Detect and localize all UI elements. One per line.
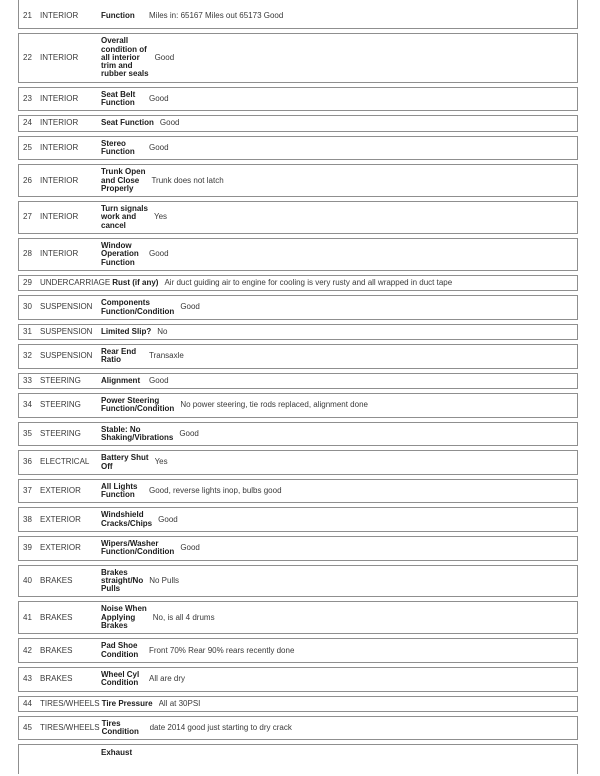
item-label-line: Condition <box>101 727 139 737</box>
table-row <box>18 744 578 774</box>
row-item <box>101 540 180 557</box>
table-row <box>18 696 578 712</box>
row-item <box>101 605 153 630</box>
item-label-line: Function/Condition <box>101 404 175 414</box>
row-number: 32 <box>23 351 32 361</box>
row-category: EXTERIOR <box>40 543 81 553</box>
row-item <box>102 700 159 708</box>
table-row <box>18 238 578 271</box>
row-number: 37 <box>23 485 32 495</box>
table-row <box>18 667 578 692</box>
row-category: BRAKES <box>40 612 73 622</box>
table-row <box>18 601 578 634</box>
table-row <box>18 536 578 561</box>
row-category: INTERIOR <box>40 175 79 185</box>
row-category: INTERIOR <box>40 249 79 259</box>
row-category: SUSPENSION <box>40 351 93 361</box>
item-label-line: Wipers/Washer <box>101 538 159 548</box>
table-row <box>18 164 578 197</box>
row-item <box>101 205 154 230</box>
row-value: Good <box>149 376 169 385</box>
row-category: INTERIOR <box>40 11 79 20</box>
item-label-line: Function <box>101 98 135 108</box>
row-item <box>101 377 149 385</box>
row-category: INTERIOR <box>40 212 79 222</box>
row-value: No <box>157 327 168 336</box>
row-number: 23 <box>23 93 32 103</box>
row-number: 27 <box>23 212 32 222</box>
row-item <box>101 91 149 108</box>
item-label-line: all interior <box>101 52 140 62</box>
item-label-line: Trunk Open <box>101 167 146 177</box>
table-row <box>18 344 578 369</box>
row-number: 45 <box>23 722 32 732</box>
item-label-line: Alignment <box>101 375 141 385</box>
row-value: Air duct guiding air to engine for cooling is very rusty and all wrapped in duct tape <box>164 278 453 287</box>
row-value: Good <box>179 429 199 438</box>
row-number: 24 <box>23 118 32 128</box>
row-number: 34 <box>23 400 32 410</box>
row-category: EXTERIOR <box>40 514 81 524</box>
row-number: 28 <box>23 249 32 259</box>
item-label-line: trim and <box>101 61 133 71</box>
row-value: Good <box>149 250 169 259</box>
row-number: 42 <box>23 645 32 655</box>
table-row <box>18 324 578 340</box>
table-row <box>18 422 578 447</box>
row-item <box>102 720 150 737</box>
table-row <box>18 33 578 82</box>
item-label-line: Brakes <box>101 567 128 577</box>
row-category: SUSPENSION <box>40 302 93 312</box>
row-number: 40 <box>23 575 32 585</box>
row-value: No, is all 4 drums <box>152 613 215 622</box>
row-category: UNDERCARRIAGE <box>40 277 111 287</box>
row-item <box>101 12 149 20</box>
item-label-line: Turn signals <box>101 204 148 214</box>
item-label-line: Function <box>101 11 135 20</box>
item-label-line: Noise When <box>101 604 147 614</box>
item-label-line: Stereo <box>101 138 126 148</box>
row-number: 33 <box>23 375 32 385</box>
item-label-line: Seat Belt <box>101 89 136 99</box>
row-item <box>101 328 157 336</box>
row-category: INTERIOR <box>40 118 79 128</box>
row-category: TIRES/WHEELS <box>40 722 100 732</box>
row-item <box>112 279 164 287</box>
item-label-line: Operation <box>101 249 139 259</box>
row-value: Front 70% Rear 90% rears recently done <box>149 646 295 655</box>
row-category: STEERING <box>40 375 81 385</box>
inspection-table <box>18 0 578 774</box>
row-category: STEERING <box>40 428 81 438</box>
row-value: Good <box>180 544 200 553</box>
row-number: 25 <box>23 142 32 152</box>
item-label-line: Brakes <box>101 621 128 631</box>
row-value: Transaxle <box>149 352 184 361</box>
table-row <box>18 450 578 475</box>
item-label-line: Pulls <box>101 584 121 594</box>
row-value: Miles in: 65167 Miles out 65173 Good <box>149 12 284 20</box>
row-category: STEERING <box>40 400 81 410</box>
item-label-line: Tires <box>101 718 121 728</box>
item-label-line: Wheel Cyl <box>101 669 140 679</box>
row-item <box>101 569 149 594</box>
table-row <box>18 295 578 320</box>
item-label-line: Function/Condition <box>101 306 175 316</box>
row-value: Good <box>149 94 169 103</box>
row-item <box>101 426 179 443</box>
row-item <box>101 37 155 78</box>
item-label-line: Properly <box>101 183 134 193</box>
row-value: Yes <box>153 213 168 222</box>
row-category: INTERIOR <box>40 93 79 103</box>
row-item <box>101 642 149 659</box>
row-value: No power steering, tie rods replaced, alignment done <box>180 401 368 410</box>
row-value: All are dry <box>149 675 186 684</box>
item-label-line: Rust (if any) <box>112 277 159 287</box>
row-item <box>101 168 151 193</box>
item-label-line: Components <box>101 298 150 308</box>
row-number: 31 <box>23 326 32 336</box>
row-number: 43 <box>23 674 32 684</box>
row-number: 44 <box>23 698 32 708</box>
row-item <box>101 348 149 365</box>
row-value: Good, reverse lights inop, bulbs good <box>149 486 282 495</box>
row-item <box>101 119 160 127</box>
row-value: Yes <box>154 458 168 467</box>
table-row <box>18 201 578 234</box>
table-row <box>18 393 578 418</box>
item-label-line: Ratio <box>101 355 121 365</box>
table-row <box>18 0 578 29</box>
item-label-line: Stable: No <box>101 424 141 434</box>
item-label-line: Window <box>101 241 132 251</box>
row-category: BRAKES <box>40 645 73 655</box>
item-label-line: Overall <box>101 36 129 46</box>
table-row <box>18 136 578 161</box>
row-number: 35 <box>23 428 32 438</box>
item-label-line: Rear End <box>101 347 137 357</box>
row-category: INTERIOR <box>40 52 79 62</box>
item-label-line: condition of <box>101 44 147 54</box>
table-row <box>18 373 578 389</box>
row-category: BRAKES <box>40 575 73 585</box>
row-category: SUSPENSION <box>40 326 93 336</box>
table-row <box>18 565 578 598</box>
row-number: 39 <box>23 543 32 553</box>
item-label-line: Battery Shut <box>101 453 149 463</box>
row-number: 29 <box>23 277 32 287</box>
row-item <box>101 483 149 500</box>
item-label-line: Exhaust <box>101 748 133 758</box>
row-item <box>101 140 149 157</box>
row-category: EXTERIOR <box>40 485 81 495</box>
table-row <box>18 479 578 504</box>
row-item <box>101 671 149 688</box>
item-label-line: Function <box>101 257 135 267</box>
row-item <box>101 242 149 267</box>
row-value: All at 30PSI <box>158 699 201 708</box>
item-label-line: and Close <box>101 175 140 185</box>
table-row <box>18 275 578 291</box>
item-label-line: rubber seals <box>101 69 149 79</box>
row-number: 26 <box>23 175 32 185</box>
row-value: Good <box>159 119 180 128</box>
row-item <box>101 511 158 528</box>
row-value: Good <box>149 143 169 152</box>
table-row <box>18 638 578 663</box>
row-value: Good <box>158 515 178 524</box>
item-label-line: work and <box>101 212 137 222</box>
row-category: INTERIOR <box>40 142 79 152</box>
row-number: 41 <box>23 612 32 622</box>
item-label-line: Windshield <box>101 510 144 520</box>
row-number: 30 <box>23 302 32 312</box>
row-category: TIRES/WHEELS <box>40 698 100 708</box>
row-item <box>101 397 180 414</box>
item-label-line: Limited Slip? <box>101 326 152 336</box>
row-value: date 2014 good just starting to dry crack <box>149 723 292 732</box>
table-row <box>18 115 578 131</box>
item-label-line: Pad Shoe <box>101 641 138 651</box>
item-label-line: Off <box>101 461 113 471</box>
row-number: 38 <box>23 514 32 524</box>
row-item <box>101 454 155 471</box>
row-value: No Pulls <box>149 576 180 585</box>
item-label-line: Cracks/Chips <box>101 518 153 528</box>
item-label-line: Seat Function <box>101 118 154 128</box>
item-label-line: Condition <box>101 678 139 688</box>
item-label-line: Function/Condition <box>101 547 175 557</box>
item-label-line: Tire Pressure <box>101 698 153 708</box>
row-number: 36 <box>23 457 32 467</box>
item-label-line: All Lights <box>101 481 138 491</box>
item-label-line: Function <box>101 490 135 500</box>
row-value: Good <box>154 53 175 62</box>
row-number: 22 <box>23 52 32 62</box>
item-label-line: Function <box>101 146 135 156</box>
item-label-line: straight/No <box>101 575 144 585</box>
item-label-line: Power Steering <box>101 396 160 406</box>
row-value: Good <box>180 303 200 312</box>
item-label-line: cancel <box>101 220 126 230</box>
item-label-line: Condition <box>101 649 139 659</box>
row-number: 21 <box>23 11 32 20</box>
row-category: BRAKES <box>40 674 73 684</box>
table-row <box>18 507 578 532</box>
row-value: Trunk does not latch <box>151 176 224 185</box>
table-row <box>18 87 578 112</box>
row-item <box>101 749 149 757</box>
row-item <box>101 299 180 316</box>
item-label-line: Shaking/Vibrations <box>101 432 174 442</box>
item-label-line: Applying <box>101 612 136 622</box>
table-row <box>18 716 578 741</box>
row-category: ELECTRICAL <box>40 457 90 467</box>
